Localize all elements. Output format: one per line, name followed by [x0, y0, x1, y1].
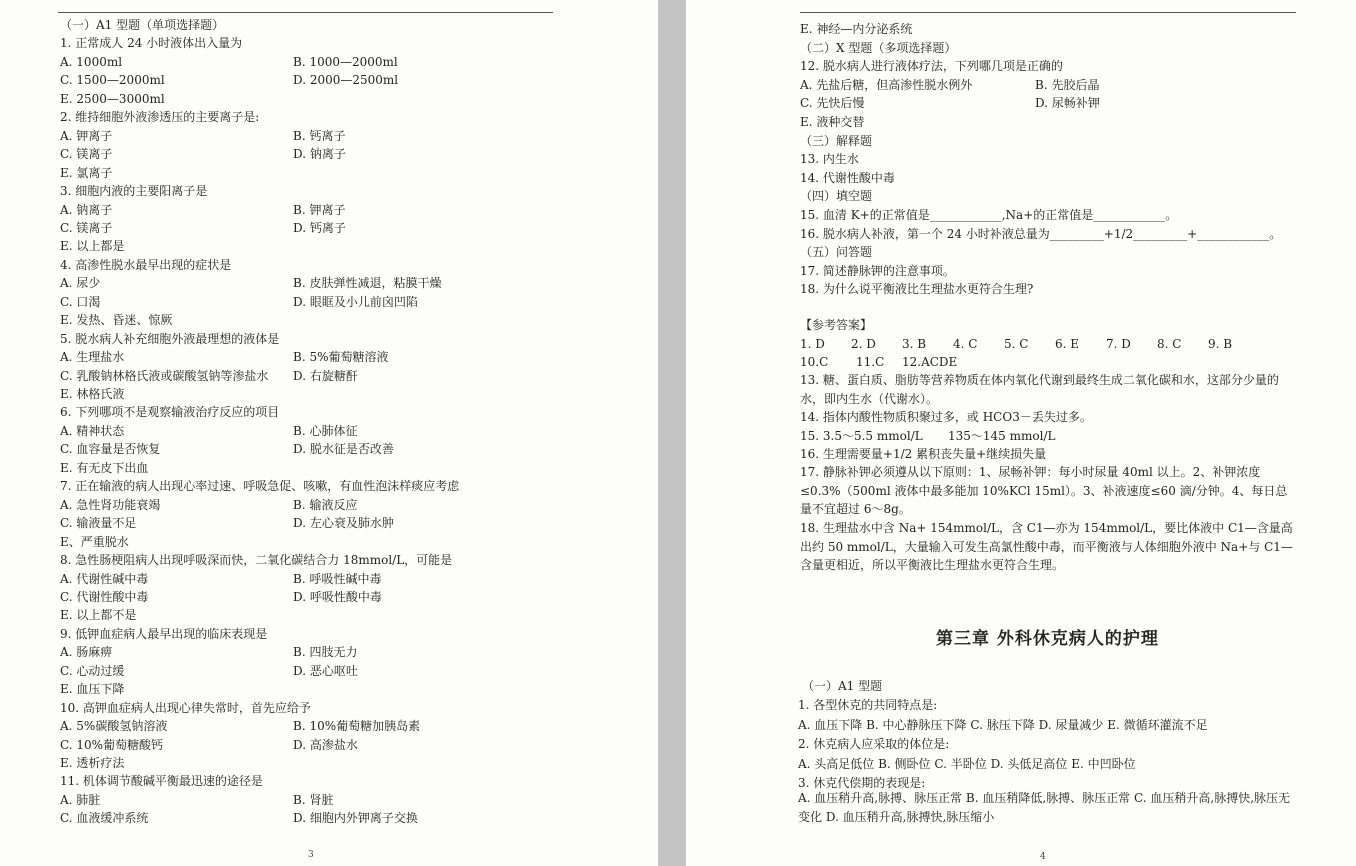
line-text: 9. 低钾血症病人最早出现的临床表现是: [60, 626, 268, 641]
option-right: D. 脱水征是否改善: [293, 442, 394, 457]
line-text: E、严重脱水: [60, 534, 129, 549]
option-right: B. 输液反应: [293, 497, 358, 512]
option-right: D. 呼吸性酸中毒: [293, 589, 382, 604]
line-text: E. 氯离子: [60, 165, 113, 180]
question-line: C. 先快后慢: [800, 96, 865, 111]
question-line: [60, 34, 620, 52]
ch3-question-line: 2. 休克病人应采取的体位是:: [798, 737, 950, 752]
answer-item: 1. D: [800, 337, 825, 351]
question-line: [60, 680, 620, 698]
question-line: [60, 201, 620, 219]
answer-item: 11.C: [856, 355, 885, 369]
line-text: E. 林格氏液: [60, 387, 125, 401]
q12-option-d: D. 尿畅补钾: [1035, 96, 1100, 110]
answer-17: 17. 静脉补钾必须遵从以下原则：1、尿畅补钾：每小时尿量 40ml 以上。2、补钾浓度≤0.3%（500ml 液体中最多能加 10%KCl 15ml）。3、补液速度≤60 滴/分钟。4、每日总量不宜超过 6～8g。: [800, 465, 1288, 516]
question-line: [60, 809, 620, 827]
question-line: 12. 脱水病人进行液体疗法，下列哪几项是正确的: [800, 59, 1063, 74]
question-line: 17. 简述静脉钾的注意事项。: [800, 263, 955, 278]
option-right: B. 心肺体征: [293, 423, 358, 438]
question-line: [60, 551, 620, 569]
line-text: C. 镁离子: [60, 147, 113, 162]
question-line: [60, 588, 620, 606]
option-right: B. 四肢无力: [293, 645, 358, 660]
option-right: B. 10%葡萄糖加胰岛素: [293, 719, 421, 734]
line-text: 4. 高渗性脱水最早出现的症状是: [60, 257, 232, 272]
question-line: [60, 293, 620, 311]
option-right: D. 钠离子: [293, 147, 346, 162]
question-line: [60, 237, 620, 255]
option-right: D. 左心衰及肺水肿: [293, 516, 394, 531]
answer-item: 8. C: [1157, 337, 1182, 351]
question-line: A. 先盐后糖，但高渗性脱水例外: [800, 77, 973, 92]
question-line: [60, 459, 620, 477]
question-line: [60, 717, 620, 735]
option-right: B. 1000—2000ml: [293, 54, 398, 69]
line-text: E. 以上都不是: [60, 608, 137, 623]
line-text: C. 血液缓冲系统: [60, 811, 149, 826]
line-text: C. 口渴: [60, 294, 101, 309]
line-text: C. 心动过缓: [60, 663, 125, 678]
option-right: D. 眼眶及小儿前囟凹陷: [293, 294, 418, 309]
question-line: [60, 90, 620, 108]
page-number: 4: [1040, 852, 1046, 862]
question-line: [60, 164, 620, 182]
line-text: 3. 细胞内液的主要阳离子是: [60, 184, 208, 199]
answers-row-2: [800, 353, 1280, 371]
question-line: [60, 736, 620, 754]
option-right: D. 2000—2500ml: [293, 73, 399, 88]
answer-item: 2. D: [851, 337, 876, 351]
question-line: [60, 606, 620, 624]
question-line: 18. 为什么说平衡液比生理盐水更符合生理?: [800, 282, 1034, 297]
question-line: [60, 625, 620, 643]
line-text: E. 有无皮下出血: [60, 460, 149, 475]
line-text: C. 乳酸钠林格氏液或碳酸氢钠等渗盐水: [60, 368, 269, 383]
question-line: [60, 127, 620, 145]
option-right: B. 皮肤弹性减退，粘膜干燥: [293, 276, 442, 291]
question-line: [60, 514, 620, 532]
page-number: 3: [308, 850, 314, 860]
answer-item: 12.ACDE: [902, 355, 958, 369]
question-line: [60, 348, 620, 366]
line-text: A. 肺脏: [60, 792, 101, 807]
line-text: C. 镁离子: [60, 220, 113, 235]
question-line: [60, 108, 620, 126]
line-text: 7. 正在输液的病人出现心率过速、呼吸急促、咳嗽，有血性泡沫样痰应考虑: [60, 479, 460, 494]
question-line: [60, 643, 620, 661]
option-right: D. 高渗盐水: [293, 737, 358, 752]
answer-15: 15. 3.5～5.5 mmol/L: [800, 429, 923, 443]
line-text: A. 肠麻痹: [60, 645, 113, 660]
question-line: [60, 772, 620, 790]
question-line: [60, 422, 620, 440]
question-line: [60, 274, 620, 292]
question-line: [60, 145, 620, 163]
question-line: 14. 代谢性酸中毒: [800, 170, 895, 185]
question-line: 16. 脱水病人补液，第一个 24 小时补液总量为_________+1/2_________+____________。: [800, 226, 1282, 241]
option-right: B. 肾脏: [293, 792, 334, 807]
ch3-q3-options: A. 血压稍升高,脉搏、脉压正常 B. 血压稍降低,脉搏、脉压正常 C. 血压稍升高,脉搏快,脉压无变化 D. 血压稍升高,脉搏快,脉压缩小: [798, 791, 1291, 824]
answer-item: 9. B: [1208, 337, 1233, 351]
line-text: A. 代谢性碱中毒: [60, 571, 149, 586]
answer-item: 3. B: [902, 337, 927, 351]
answer-16: 16. 生理需要量+1/2 累积丧失量+继续损失量: [800, 447, 1047, 461]
line-text: E. 2500—3000ml: [60, 91, 165, 106]
line-text: A. 尿少: [60, 276, 101, 291]
answer-item: 6. E: [1055, 337, 1080, 351]
ch3-question-line: （一）A1 型题: [802, 679, 883, 693]
option-right: B. 钙离子: [293, 128, 346, 143]
question-line: [60, 440, 620, 458]
line-text: C. 输液量不足: [60, 516, 137, 531]
chapter-title: 第三章 外科休克病人的护理: [936, 629, 1159, 649]
question-line: [60, 496, 620, 514]
line-text: A. 5%碳酸氢钠溶液: [60, 719, 168, 734]
line-text: A. 1000ml: [60, 54, 123, 69]
line-text: E. 透析疗法: [60, 756, 125, 770]
line-text: 6. 下列哪项不是观察输液治疗反应的项目: [60, 405, 280, 420]
option-right: B. 5%葡萄糖溶液: [293, 350, 389, 365]
ch3-question-line: 3. 休克代偿期的表现是:: [798, 776, 926, 790]
option-right: B. 呼吸性碱中毒: [293, 571, 382, 586]
question-line: [60, 385, 620, 403]
option-right: D. 钙离子: [293, 220, 346, 235]
question-line: [60, 182, 620, 200]
line-text: （一）A1 型题（单项选择题）: [60, 18, 225, 32]
ch3-question-line: 1. 各型休克的共同特点是:: [798, 698, 938, 713]
line-text: E. 发热、昏迷、惊厥: [60, 313, 173, 328]
answer-item: 7. D: [1106, 337, 1131, 351]
line-text: A. 钾离子: [60, 128, 113, 143]
answer-item: 5. C: [1004, 337, 1029, 351]
line-text: A. 急性肾功能衰竭: [60, 497, 161, 512]
question-line: [60, 330, 620, 348]
option-right: B. 钾离子: [293, 202, 346, 217]
page-gutter: [658, 0, 686, 866]
question-line: E. 液种交替: [800, 115, 865, 129]
line-text: C. 10%葡萄糖酸钙: [60, 737, 164, 752]
option-right: D. 细胞内外钾离子交换: [293, 811, 418, 826]
line-text: C. 代谢性酸中毒: [60, 589, 149, 604]
question-line: （五）问答题: [800, 245, 873, 260]
answer-13: 13. 糖、蛋白质、脂肪等营养物质在体内氧化代谢到最终生成二氧化碳和水，这部分少量的水，即内生水（代谢水）。: [800, 373, 1279, 406]
line-text: 2. 维持细胞外液渗透压的主要离子是:: [60, 110, 260, 125]
question-line: （二）X 型题（多项选择题）: [800, 40, 957, 55]
line-text: C. 1500—2000ml: [60, 73, 165, 88]
answer-item: 10.C: [800, 355, 829, 369]
line-text: C. 血容量是否恢复: [60, 442, 161, 457]
line-text: E. 血压下降: [60, 682, 125, 697]
line-text: 8. 急性肠梗阻病人出现呼吸深而快，二氧化碳结合力 18mmol/L，可能是: [60, 553, 453, 568]
answer-item: 4. C: [953, 337, 978, 351]
question-line: [60, 477, 620, 495]
question-line: [60, 256, 620, 274]
question-line: [60, 699, 620, 717]
question-line: [60, 367, 620, 385]
question-line: （四）填空题: [800, 189, 873, 204]
line-text: 5. 脱水病人补充细胞外液最理想的液体是: [60, 331, 280, 346]
question-line: （三）解释题: [800, 133, 873, 148]
question-line: [60, 219, 620, 237]
line-text: 11. 机体调节酸碱平衡最迅速的途径是: [60, 774, 263, 789]
question-line: [60, 570, 620, 588]
question-line: [60, 403, 620, 421]
answer-18: 18. 生理盐水中含 Na+ 154mmol/L，含 C1—亦为 154mmol/L，要比体液中 C1—含量高出约 50 mmol/L，大量输入可发生高氯性酸中毒，而平衡液与人体细胞外液中 Na+与 C1—含量更相近，所以平衡液比生理盐水更符合生理。: [800, 521, 1293, 572]
question-line: 13. 内生水: [800, 152, 859, 167]
question-line: E. 神经—内分泌系统: [800, 22, 913, 36]
question-line: [60, 53, 620, 71]
line-text: E. 以上都是: [60, 239, 125, 254]
question-line: [60, 754, 620, 772]
ch3-question-line: A. 血压下降 B. 中心静脉压下降 C. 脉压下降 D. 尿量减少 E. 微循环灌流不足: [798, 717, 1208, 732]
line-text: A. 精神状态: [60, 423, 125, 438]
question-line: 15. 血清 K+的正常值是____________,Na+的正常值是____________。: [800, 208, 1178, 222]
answer-14: 14. 指体内酸性物质积聚过多，或 HCO3－丢失过多。: [800, 410, 1092, 424]
line-text: 1. 正常成人 24 小时液体出入量为: [60, 36, 243, 51]
question-line: [60, 16, 620, 34]
right-page: [686, 0, 1356, 866]
question-line: [60, 71, 620, 89]
answers-row-1: [800, 335, 1280, 353]
option-right: D. 恶心呕吐: [293, 663, 358, 678]
header-rule: [800, 12, 1296, 13]
answer-15-na: 135～145 mmol/L: [948, 429, 1056, 443]
question-line: [60, 533, 620, 551]
ch3-question-line: A. 头高足低位 B. 侧卧位 C. 半卧位 D. 头低足高位 E. 中凹卧位: [798, 756, 1136, 771]
answers-title: 【参考答案】: [800, 318, 873, 332]
line-text: 10. 高钾血症病人出现心律失常时，首先应给予: [60, 700, 311, 715]
question-line: [60, 311, 620, 329]
option-right: D. 右旋糖酐: [293, 368, 358, 383]
question-line: [60, 791, 620, 809]
header-rule: [58, 12, 553, 13]
line-text: A. 生理盐水: [60, 350, 125, 365]
q12-option-b: B. 先胶后晶: [1035, 78, 1100, 92]
line-text: A. 钠离子: [60, 202, 113, 217]
question-line: [60, 662, 620, 680]
left-page: [0, 0, 658, 866]
